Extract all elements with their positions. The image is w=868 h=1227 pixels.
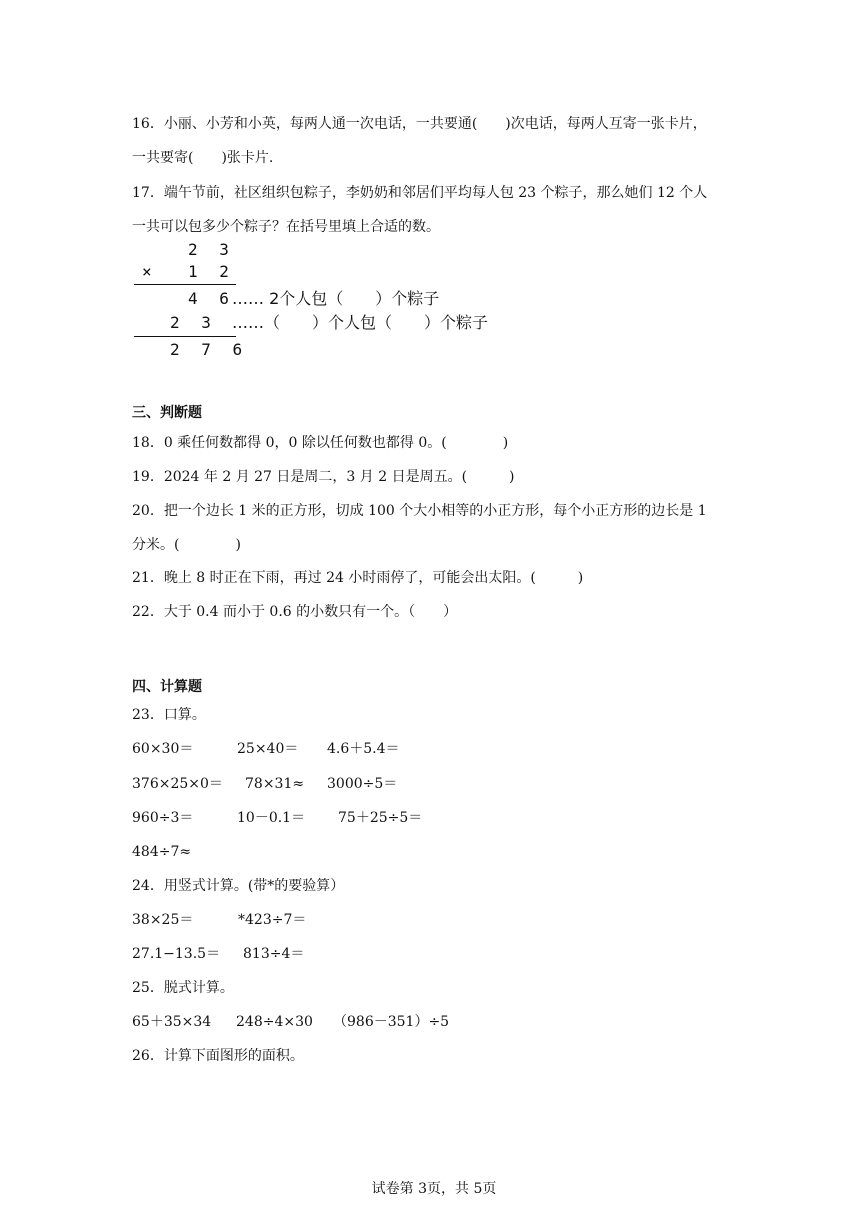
q23-item: 960÷3＝	[132, 810, 194, 826]
q19: 19．2024 年 2 月 27 日是周二，3 月 2 日是周五。( )	[132, 469, 515, 485]
q23-item: 78×31≈	[245, 776, 305, 792]
q23-item: 25×40＝	[237, 741, 299, 757]
q23-item: 75＋25÷5＝	[338, 810, 423, 826]
q18: 18．0 乘任何数都得 0，0 除以任何数也都得 0。( )	[132, 435, 509, 451]
product: 2 7 6	[170, 340, 249, 359]
q25-item: 65＋35×34	[132, 1014, 212, 1030]
partial-product-1: 4 6	[188, 289, 235, 308]
q24-item: 813÷4＝	[243, 946, 305, 962]
section3-title: 三、判断题	[132, 405, 202, 421]
q23-item: 10－0.1＝	[237, 810, 306, 826]
q24-item: *423÷7＝	[238, 912, 307, 928]
q23-item: 60×30＝	[132, 741, 194, 757]
q25-item: 248÷4×30	[236, 1014, 313, 1030]
note-1: …… 2个人包（ ）个粽子	[232, 289, 440, 308]
q24-title: 24．用竖式计算。(带*的要验算）	[132, 878, 345, 894]
multiplier: 1 2	[188, 262, 235, 281]
partial-product-2: 2 3	[170, 313, 217, 332]
section4-title: 四、计算题	[132, 679, 202, 695]
q20-line1: 20．把一个边长 1 米的正方形，切成 100 个大小相等的小正方形，每个小正方形的边长是 1	[132, 503, 707, 519]
q26-title: 26．计算下面图形的面积。	[132, 1048, 304, 1064]
q17-line1: 17．端午节前，社区组织包粽子，李奶奶和邻居们平均每人包 23 个粽子，那么她们 12 个人	[132, 185, 708, 201]
rule-1	[134, 284, 236, 285]
q24-item: 27.1−13.5＝	[132, 946, 221, 962]
q23-item: 3000÷5＝	[327, 776, 398, 792]
q16-line2: 一共要寄( )张卡片.	[132, 150, 274, 166]
q20-line2: 分米。( )	[132, 537, 241, 553]
page-footer: 试卷第 3页，共 5页	[371, 1181, 497, 1197]
q16-line1: 16．小丽、小芳和小英，每两人通一次电话，一共要通( )次电话，每两人互寄一张卡片，	[132, 116, 707, 132]
q23-title: 23．口算。	[132, 707, 206, 723]
q23-item: 484÷7≈	[132, 844, 192, 860]
times-sign: ×	[142, 262, 158, 281]
q17-line2: 一共可以包多少个粽子？在括号里填上合适的数。	[132, 219, 440, 235]
q25-title: 25．脱式计算。	[132, 980, 234, 996]
vertical-multiplication	[132, 240, 532, 365]
q24-item: 38×25＝	[132, 912, 194, 928]
q22: 22．大于 0.4 而小于 0.6 的小数只有一个。（ ）	[132, 604, 458, 620]
q23-item: 376×25×0＝	[132, 776, 223, 792]
q25-item: （986－351）÷5	[333, 1014, 450, 1030]
multiplicand: 2 3	[188, 240, 235, 259]
q23-item: 4.6＋5.4＝	[327, 741, 400, 757]
rule-2	[134, 336, 236, 337]
note-2: ……（ ）个人包（ ）个粽子	[232, 313, 489, 332]
q21: 21．晚上 8 时正在下雨，再过 24 小时雨停了，可能会出太阳。( )	[132, 570, 584, 586]
